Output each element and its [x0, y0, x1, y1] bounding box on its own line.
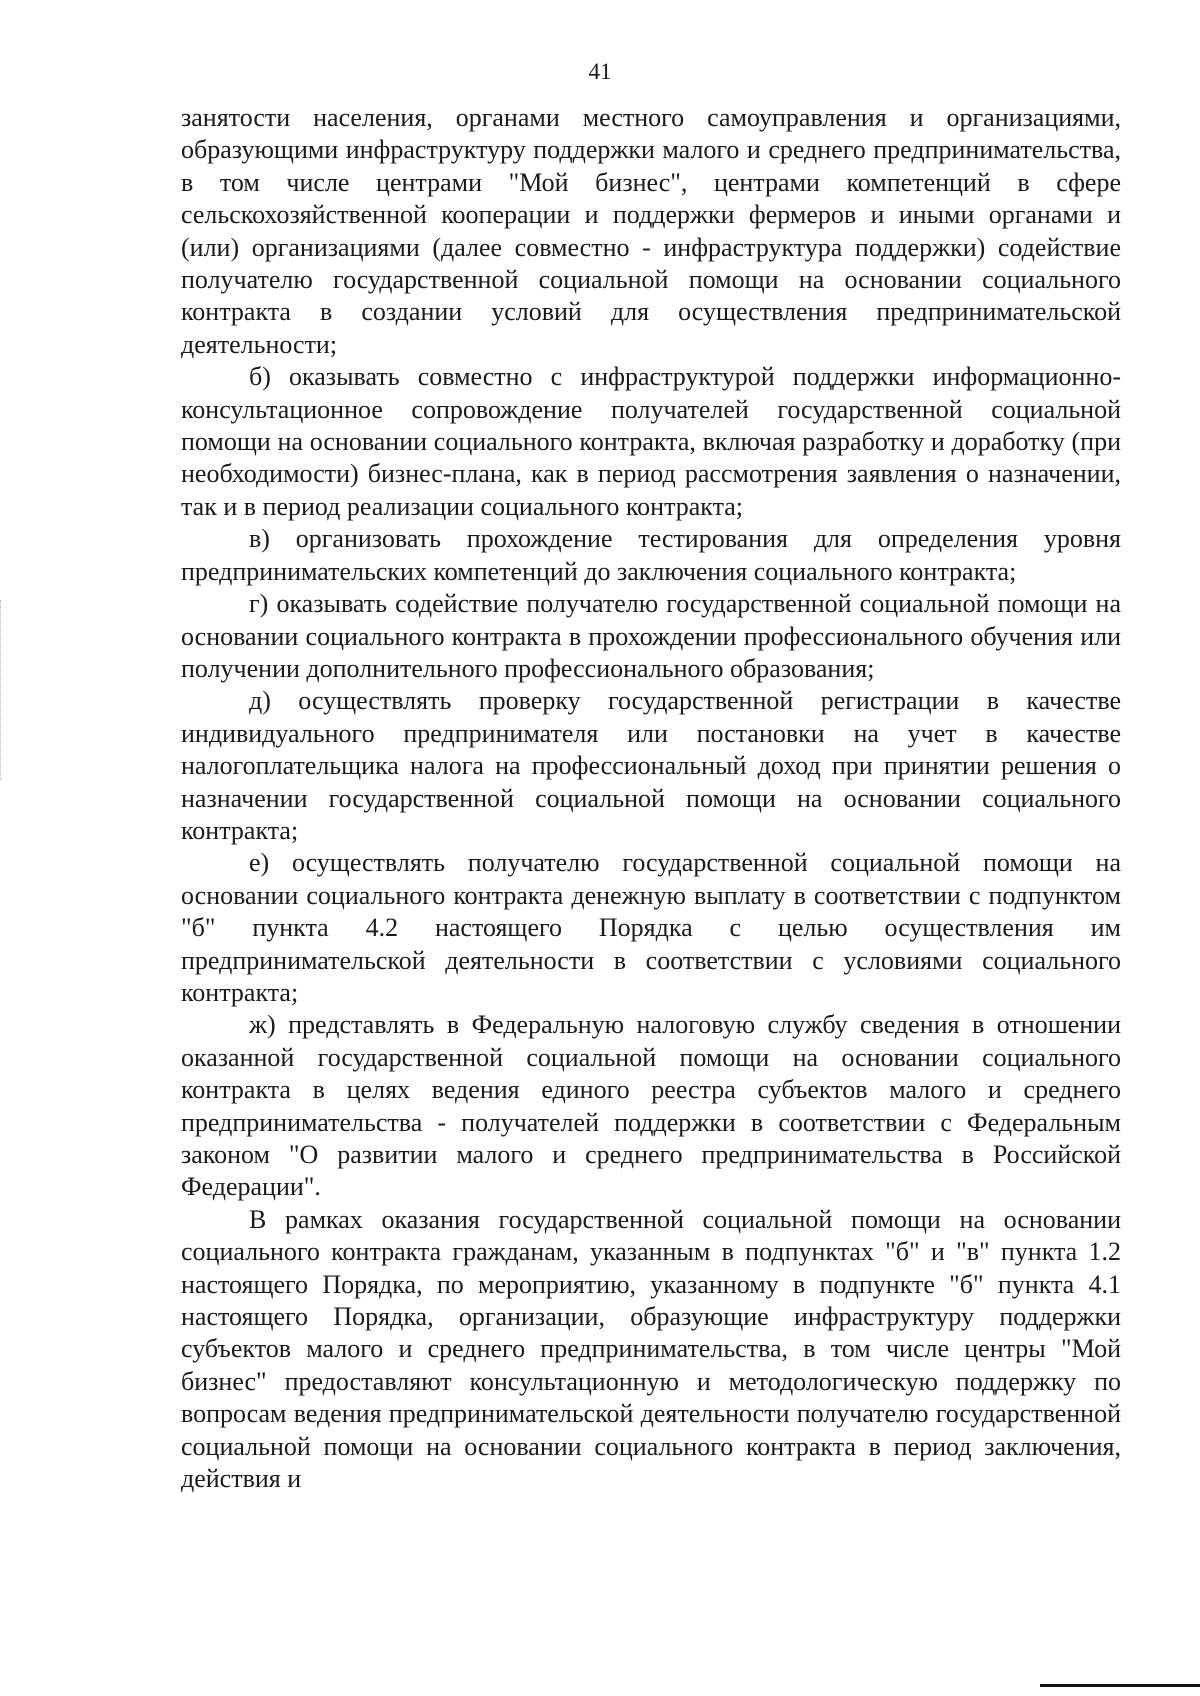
scan-margin-artifact: [0, 600, 3, 780]
paragraph-continuation: занятости населения, органами местного самоуправления и организациями, образующими инфраструктуру поддержки малого и среднего предпринимательства, в том числе центрами "Мой бизнес", центрами компетенций в сфере сельскохозяйственной кооперации и поддержки фермеров и иными органами и (или) организациями (далее совместно - инфраструктура поддержки) содействие получателю государственной социальной помощи на основании социального контракта в создании условий для осуществления предпринимательской деятельности;: [181, 103, 1121, 359]
paragraph-item-b: б) оказывать совместно с инфраструктурой поддержки информационно-консультационное сопровождение получателей государственной социальной помощи на основании социального контракта, включая разработку и доработку (при необходимости) бизнес-плана, как в период рассмотрения заявления о назначении, так и в период реализации социального контракта;: [181, 362, 1121, 521]
document-body: [181, 102, 1121, 1495]
paragraph-item-d: д) осуществлять проверку государственной регистрации в качестве индивидуального предпринимателя или постановки на учет в качестве налогоплательщика налога на профессиональный доход при принятии решения о назначении государственной социальной помощи на основании социального контракта;: [181, 686, 1121, 845]
paragraph-item-e: е) осуществлять получателю государственной социальной помощи на основании социального контракта денежную выплату в соответствии с подпунктом "б" пункта 4.2 настоящего Порядка с целью осуществления им предпринимательской деятельности в соответствии с условиями социального контракта;: [181, 848, 1121, 1007]
paragraph-item-zh: ж) представлять в Федеральную налоговую службу сведения в отношении оказанной государственной социальной помощи на основании социального контракта в целях ведения единого реестра субъектов малого и среднего предпринимательства - получателей поддержки в соответствии с Федеральным законом "О развитии малого и среднего предпринимательства в Российской Федерации".: [181, 1010, 1121, 1202]
scan-edge-line: [1040, 1684, 1200, 1687]
paragraph-item-g: г) оказывать содействие получателю государственной социальной помощи на основании социального контракта в прохождении профессионального обучения или получении дополнительного профессионального образования;: [181, 589, 1121, 683]
paragraph-item-v: в) организовать прохождение тестирования для определения уровня предпринимательских компетенций до заключения социального контракта;: [181, 524, 1121, 586]
page-number: 41: [588, 59, 612, 84]
paragraph-support-scope: В рамках оказания государственной социальной помощи на основании социального контракта гражданам, указанным в подпунктах "б" и "в" пункта 1.2 настоящего Порядка, по мероприятию, указанному в подпункте "б" пункта 4.1 настоящего Порядка, организации, образующие инфраструктуру поддержки субъектов малого и среднего предпринимательства, в том числе центры "Мой бизнес" предоставляют консультационную и методологическую поддержку по вопросам ведения предпринимательской деятельности получателю государственной социальной помощи на основании социального контракта в период заключения, действия и: [181, 1204, 1121, 1494]
